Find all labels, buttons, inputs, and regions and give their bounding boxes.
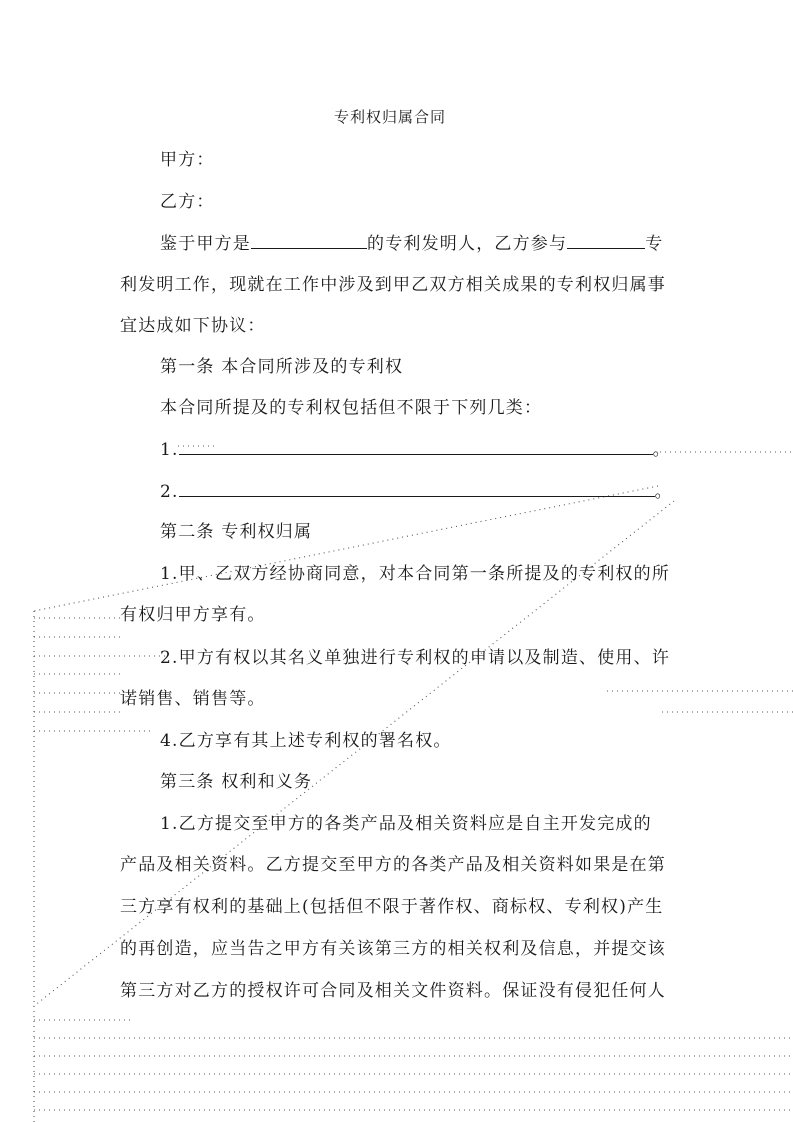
article-2-p2-line-1: 2.甲方有权以其名义单独进行专利权的申请以及制造、使用、许 — [160, 648, 671, 668]
patent-item-1 — [160, 440, 671, 460]
intro-line-3: 宜达成如下协议： — [120, 316, 266, 336]
article-2-p4: 4.乙方享有其上述专利权的署名权。 — [160, 731, 452, 751]
article-1-heading: 第一条 本合同所涉及的专利权 — [160, 357, 404, 377]
document-title: 专利权归属合同 — [334, 108, 447, 126]
patent-item-1-number: 1. — [160, 440, 179, 460]
patent-item-2 — [160, 482, 673, 502]
intro-text-2: 的专利发明人，乙方参与 — [367, 234, 568, 254]
patent-item-1-period: 。 — [652, 440, 671, 460]
article-3-line-3: 三方享有权利的基础上(包括但不限于著作权、商标权、专利权)产生 — [120, 897, 664, 917]
patent-item-2-blank[interactable] — [179, 482, 655, 497]
intro-text-3: 专 — [645, 234, 664, 254]
article-3-line-1: 1.乙方提交至甲方的各类产品及相关资料应是自主开发完成的 — [160, 814, 652, 834]
party-b-label: 乙方： — [160, 192, 215, 212]
intro-line-1 — [160, 234, 663, 254]
article-3-line-2: 产品及相关资料。乙方提交至甲方的各类产品及相关资料如果是在第 — [120, 855, 666, 875]
article-2-p1-line-1: 1.甲、乙双方经协商同意，对本合同第一条所提及的专利权的所 — [160, 564, 671, 584]
article-2-heading: 第二条 专利权归属 — [160, 522, 313, 542]
patent-item-2-period: 。 — [654, 482, 673, 502]
inventor-blank[interactable] — [251, 234, 367, 249]
intro-line-2: 利发明工作，现就在工作中涉及到甲乙双方相关成果的专利权归属事 — [120, 275, 666, 295]
patent-item-2-number: 2. — [160, 482, 179, 502]
article-2-p2-line-2: 诺销售、销售等。 — [120, 689, 266, 709]
article-3-heading: 第三条 权利和义务 — [160, 772, 313, 792]
article-1-lead: 本合同所提及的专利权包括但不限于下列几类： — [160, 398, 543, 418]
intro-text-1: 鉴于甲方是 — [160, 234, 251, 254]
article-3-line-4: 的再创造，应当告之甲方有关该第三方的相关权利及信息，并提交该 — [120, 939, 666, 959]
article-2-p1-line-2: 有权归甲方享有。 — [120, 605, 266, 625]
patent-item-1-blank[interactable] — [179, 440, 653, 455]
party-b-participation-blank[interactable] — [567, 234, 645, 249]
article-3-line-5: 第三方对乙方的授权许可合同及相关文件资料。保证没有侵犯任何人 — [120, 981, 666, 1001]
party-a-label: 甲方： — [160, 150, 215, 170]
